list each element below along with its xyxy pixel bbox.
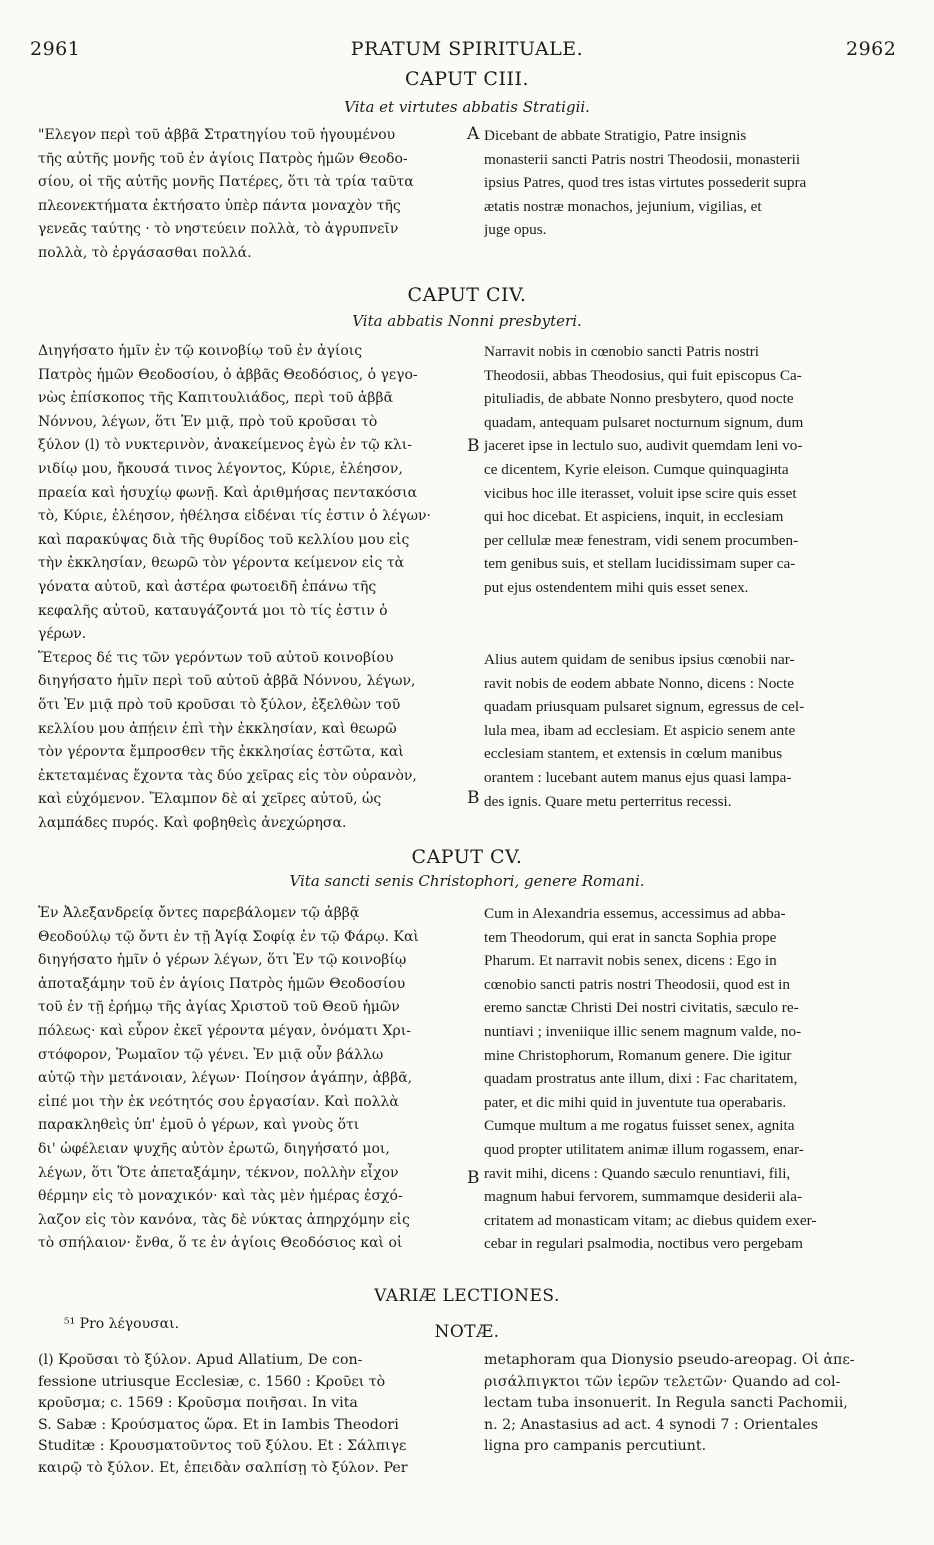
caput-105-heading: CAPUT CV. — [411, 846, 523, 868]
variant-reading-51: ⁵¹ Pro λέγουσαι. — [64, 1316, 180, 1332]
caput-103-latin: Dicebant de abbate Stratigio, Patre insignis monasterii sancti Patris nostri Theodosii, monasterii ipsius Patres, quod tres istas virtutes possederit supra ætatis nostræ monachos, jejunium, vigilias, et juge opus. — [484, 127, 807, 239]
caput-104-latin-b: Alius autem quidam de senibus ipsius cœnobii nar- ravit nobis de eodem abbate Nonno, dicens : Nocte quadam priusquam pulsaret signum, egressus de cel- lula mea, ibam ad ecclesiam. Et aspicio senem ante ecclesiam stantem, et extensis in cœlum manibus orantem : lucebant autem manus ejus quasi lampa- des ignis. Quare metu perterritus recessi. — [484, 651, 805, 810]
caput-104-heading: CAPUT CIV. — [407, 284, 527, 306]
caput-104-greek: Διηγήσατο ἡμῖν ἐν τῷ κοινοβίῳ τοῦ ἐν ἁγίοις Πατρὸς ἡμῶν Θεοδοσίου, ὁ ἀββᾶς Θεοδόσιος, ὁ γεγο- νὼς ἐπίσκοπος τῆς Καπιτουλιάδος, περὶ τοῦ ἀββᾶ Νόννου, λέγων, ὅτι Ἐν μιᾷ, πρὸ τοῦ κροῦσαι τὸ ξύλον (l) τὸ νυκτερινὸν, ἀνακείμενος ἐγὼ ἐν τῷ κλι- νιδίῳ μου, ἤκουσά τινος λέγοντος, Κύριε, ἐλέησον, πραεία καὶ ἡσυχίῳ φωνῇ. Καὶ ἀριθμήσας πεντακόσια τὸ, Κύριε, ἐλέησον, ἠθέλησα εἰδέναι τίς ἐστιν ὁ λέγων· καὶ παρακύψας διὰ τῆς θυρίδος τοῦ κελλίου μου εἰς τὴν ἐκκλησίαν, θεωρῶ τὸν γέροντα κείμενον εἰς τὰ γόνατα αὐτοῦ, καὶ ἀστέρα φωτοειδῆ ἐπάνω τῆς κεφαλῆς αὐτοῦ, καταυγάζοντά μοι τὸ τίς ἐστιν ὁ γέρων. Ἕτερος δέ τις τῶν γερόντων τοῦ αὐτοῦ κοινοβίου διηγήσατο ἡμῖν περὶ τοῦ αὐτοῦ ἀββᾶ Νόννου, λέγων, ὅτι Ἐν μιᾷ πρὸ τοῦ κροῦσαι τὸ ξύλον, ἐξελθὼν τοῦ κελλίου μου ἀπῄειν ἐπὶ τὴν ἐκκλησίαν, καὶ θεωρῶ τὸν γέροντα ἔμπροσθεν τῆς ἐκκλησίας ἑστῶτα, καὶ ἐκτεταμένας ἔχοντα τὰς δύο χεῖρας εἰς τὸν οὐρανὸν, καὶ εὐχόμενον. Ἔλαμπον δὲ αἱ χεῖρες αὐτοῦ, ὡς λαμπάδες πυρός. Καὶ φοβηθεὶς ἀνεχώρησα. — [38, 343, 431, 831]
caput-103-greek: "Ελεγον περὶ τοῦ ἀββᾶ Στρατηγίου τοῦ ἡγουμένου τῆς αὐτῆς μονῆς τοῦ ἐν ἁγίοις Πατρὸς ἡμῶν Θεοδο- σίου, οἱ τῆς αὐτῆς μονῆς Πατέρες, ὅτι τὰ τρία ταῦτα πλεονεκτήματα ἐκτήσατο ὑπὲρ πάντα μοναχὸν τῆς γενεᾶς ταύτης · τὸ νηστεύειν πολλὰ, τὸ ἀγρυπνεῖν πολλὰ, τὸ ἐργάσασθαι πολλά. — [38, 127, 414, 261]
margin-marker-a: A — [467, 124, 480, 144]
caput-105-latin: Cum in Alexandria essemus, accessimus ad abba- tem Theodorum, qui erat in sancta Sophia prope Pharum. Et narravit nobis senex, dicens : Ego in cœnobio sancti patris nostri Theodosii, quod est in eremo sanctæ Christi Dei nostri civitatis, sæculo re- nuntiavi ; inveniique illic senem magnum valde, no- mine Christophorum, Romanum genere. Die igitur quadam prostratus ante illum, dixi : Fac charitatem, pater, et dic mihi quid in juventute tua operabaris. Cumque multum a me rogatus fuisset senex, agnita quod propter utilitatem animæ illum rogassem, enar- ravit mihi, dicens : Quando sæculo renuntiavi, fili, magnum habui fervorem, summamque desiderii ala- critatem ad monasticam vitam; ac diebus quidem exer- cebar in regulari psalmodia, noctibus vero pergebam — [484, 905, 817, 1253]
caput-104-subtitle: Vita abbatis Nonni presbyteri. — [352, 312, 582, 330]
notae-heading: NOTÆ. — [434, 1322, 500, 1342]
caput-105-greek: Ἐν Ἀλεξανδρείᾳ ὄντες παρεβάλομεν τῷ ἀββᾷ Θεοδούλῳ τῷ ὄντι ἐν τῇ Ἁγίᾳ Σοφίᾳ ἐν τῷ Φάρῳ. Καὶ διηγήσατο ἡμῖν ὁ γέρων λέγων, ὅτι Ἐν τῷ κοινοβίῳ ἀποταξάμην τοῦ ἐν ἁγίοις Πατρὸς ἡμῶν Θεοδοσίου τοῦ ἐν τῇ ἐρήμῳ τῆς ἁγίας Χριστοῦ τοῦ Θεοῦ ἡμῶν πόλεως· καὶ εὗρον ἐκεῖ γέροντα μέγαν, ὀνόματι Χρι- στόφορον, Ῥωμαῖον τῷ γένει. Ἐν μιᾷ οὖν βάλλω αὐτῷ τὴν μετάνοιαν, λέγων· Ποίησον ἀγάπην, ἀββᾶ, εἰπέ μοι τὴν ἐκ νεότητός σου ἐργασίαν. Καὶ πολλὰ παρακληθεὶς ὑπ' ἐμοῦ ὁ γέρων, καὶ γνοὺς ὅτι δι' ὠφέλειαν ψυχῆς αὐτὸν ἐρωτῶ, διηγήσατό μοι, λέγων, ὅτι Ὅτε ἀπεταξάμην, τέκνον, πολλὴν εἶχον θέρμην εἰς τὸ μοναχικόν· καὶ τὰς μὲν ἡμέρας ἐσχό- λαζον εἰς τὸν κανόνα, τὰς δὲ νύκτας ἀπηρχόμην εἰς τὸ σπήλαιον· ἔνθα, ὅ τε ἐν ἁγίοις Θεοδόσιος καὶ οἱ — [38, 905, 419, 1252]
page-number-right: 2962 — [846, 38, 897, 60]
margin-marker-b2: B — [467, 788, 480, 808]
margin-marker-b3: B — [467, 1168, 480, 1188]
caput-103-subtitle: Vita et virtutes abbatis Stratigii. — [344, 98, 590, 116]
notae-right-column: metaphoram qua Dionysio pseudo-areopag. Οἱ ἀπε- ρισάλπιγκτοι τῶν ἱερῶν τελετῶν· Quando ad col- lectam tuba insonuerit. In Regula sancti Pachomii, n. 2; Anastasius ad act. 4 synodi 7 : Orientales ligna pro campanis percutiunt. — [484, 1352, 855, 1454]
variae-lectiones-heading: VARIÆ LECTIONES. — [374, 1286, 560, 1306]
notae-left-column: (l) Κροῦσαι τὸ ξύλον. Apud Allatium, De con- fessione utriusque Ecclesiæ, c. 1560 : Κροῦει τὸ κροῦσμα; c. 1569 : Κροῦσμα ποιῆσαι. In vita S. Sabæ : Κρούσματος ὥρα. Et in Iambis Theodori Studitæ : Κρουσματοῦντος τοῦ ξύλου. Et : Σάλπιγε καιρῷ τὸ ξύλον. Et, ἐπειδὰν σαλπίσῃ τὸ ξύλον. Per — [38, 1352, 408, 1476]
margin-marker-b1: B — [467, 436, 480, 456]
page-number-left: 2961 — [30, 38, 81, 60]
caput-103-heading: CAPUT CIII. — [404, 68, 530, 90]
running-title: PRATUM SPIRITUALE. — [350, 38, 584, 60]
caput-105-subtitle: Vita sancti senis Christophori, genere Romani. — [289, 872, 645, 890]
caput-104-latin-a: Narravit nobis in cœnobio sancti Patris nostri Theodosii, abbas Theodosius, qui fuit episcopus Ca- pituliadis, de abbate Nonno presbytero, quod nocte quadam, antequam pulsaret nocturnum signum, dum jaceret ipse in lectulo suo, audivit quemdam leni vo- ce dicentem, Kyrie eleison. Cumque quinquagінta vicibus hoc ille iterasset, voluit ipse scire quis esset qui hoc dicebat. Et aspiciens, inquit, in ecclesiam per cellulæ meæ fenestram, vidi senem procumben- tem genibus suis, et stellam lucidissimam super ca- put ejus ostendentem mihi quis esset senex. — [484, 343, 804, 596]
